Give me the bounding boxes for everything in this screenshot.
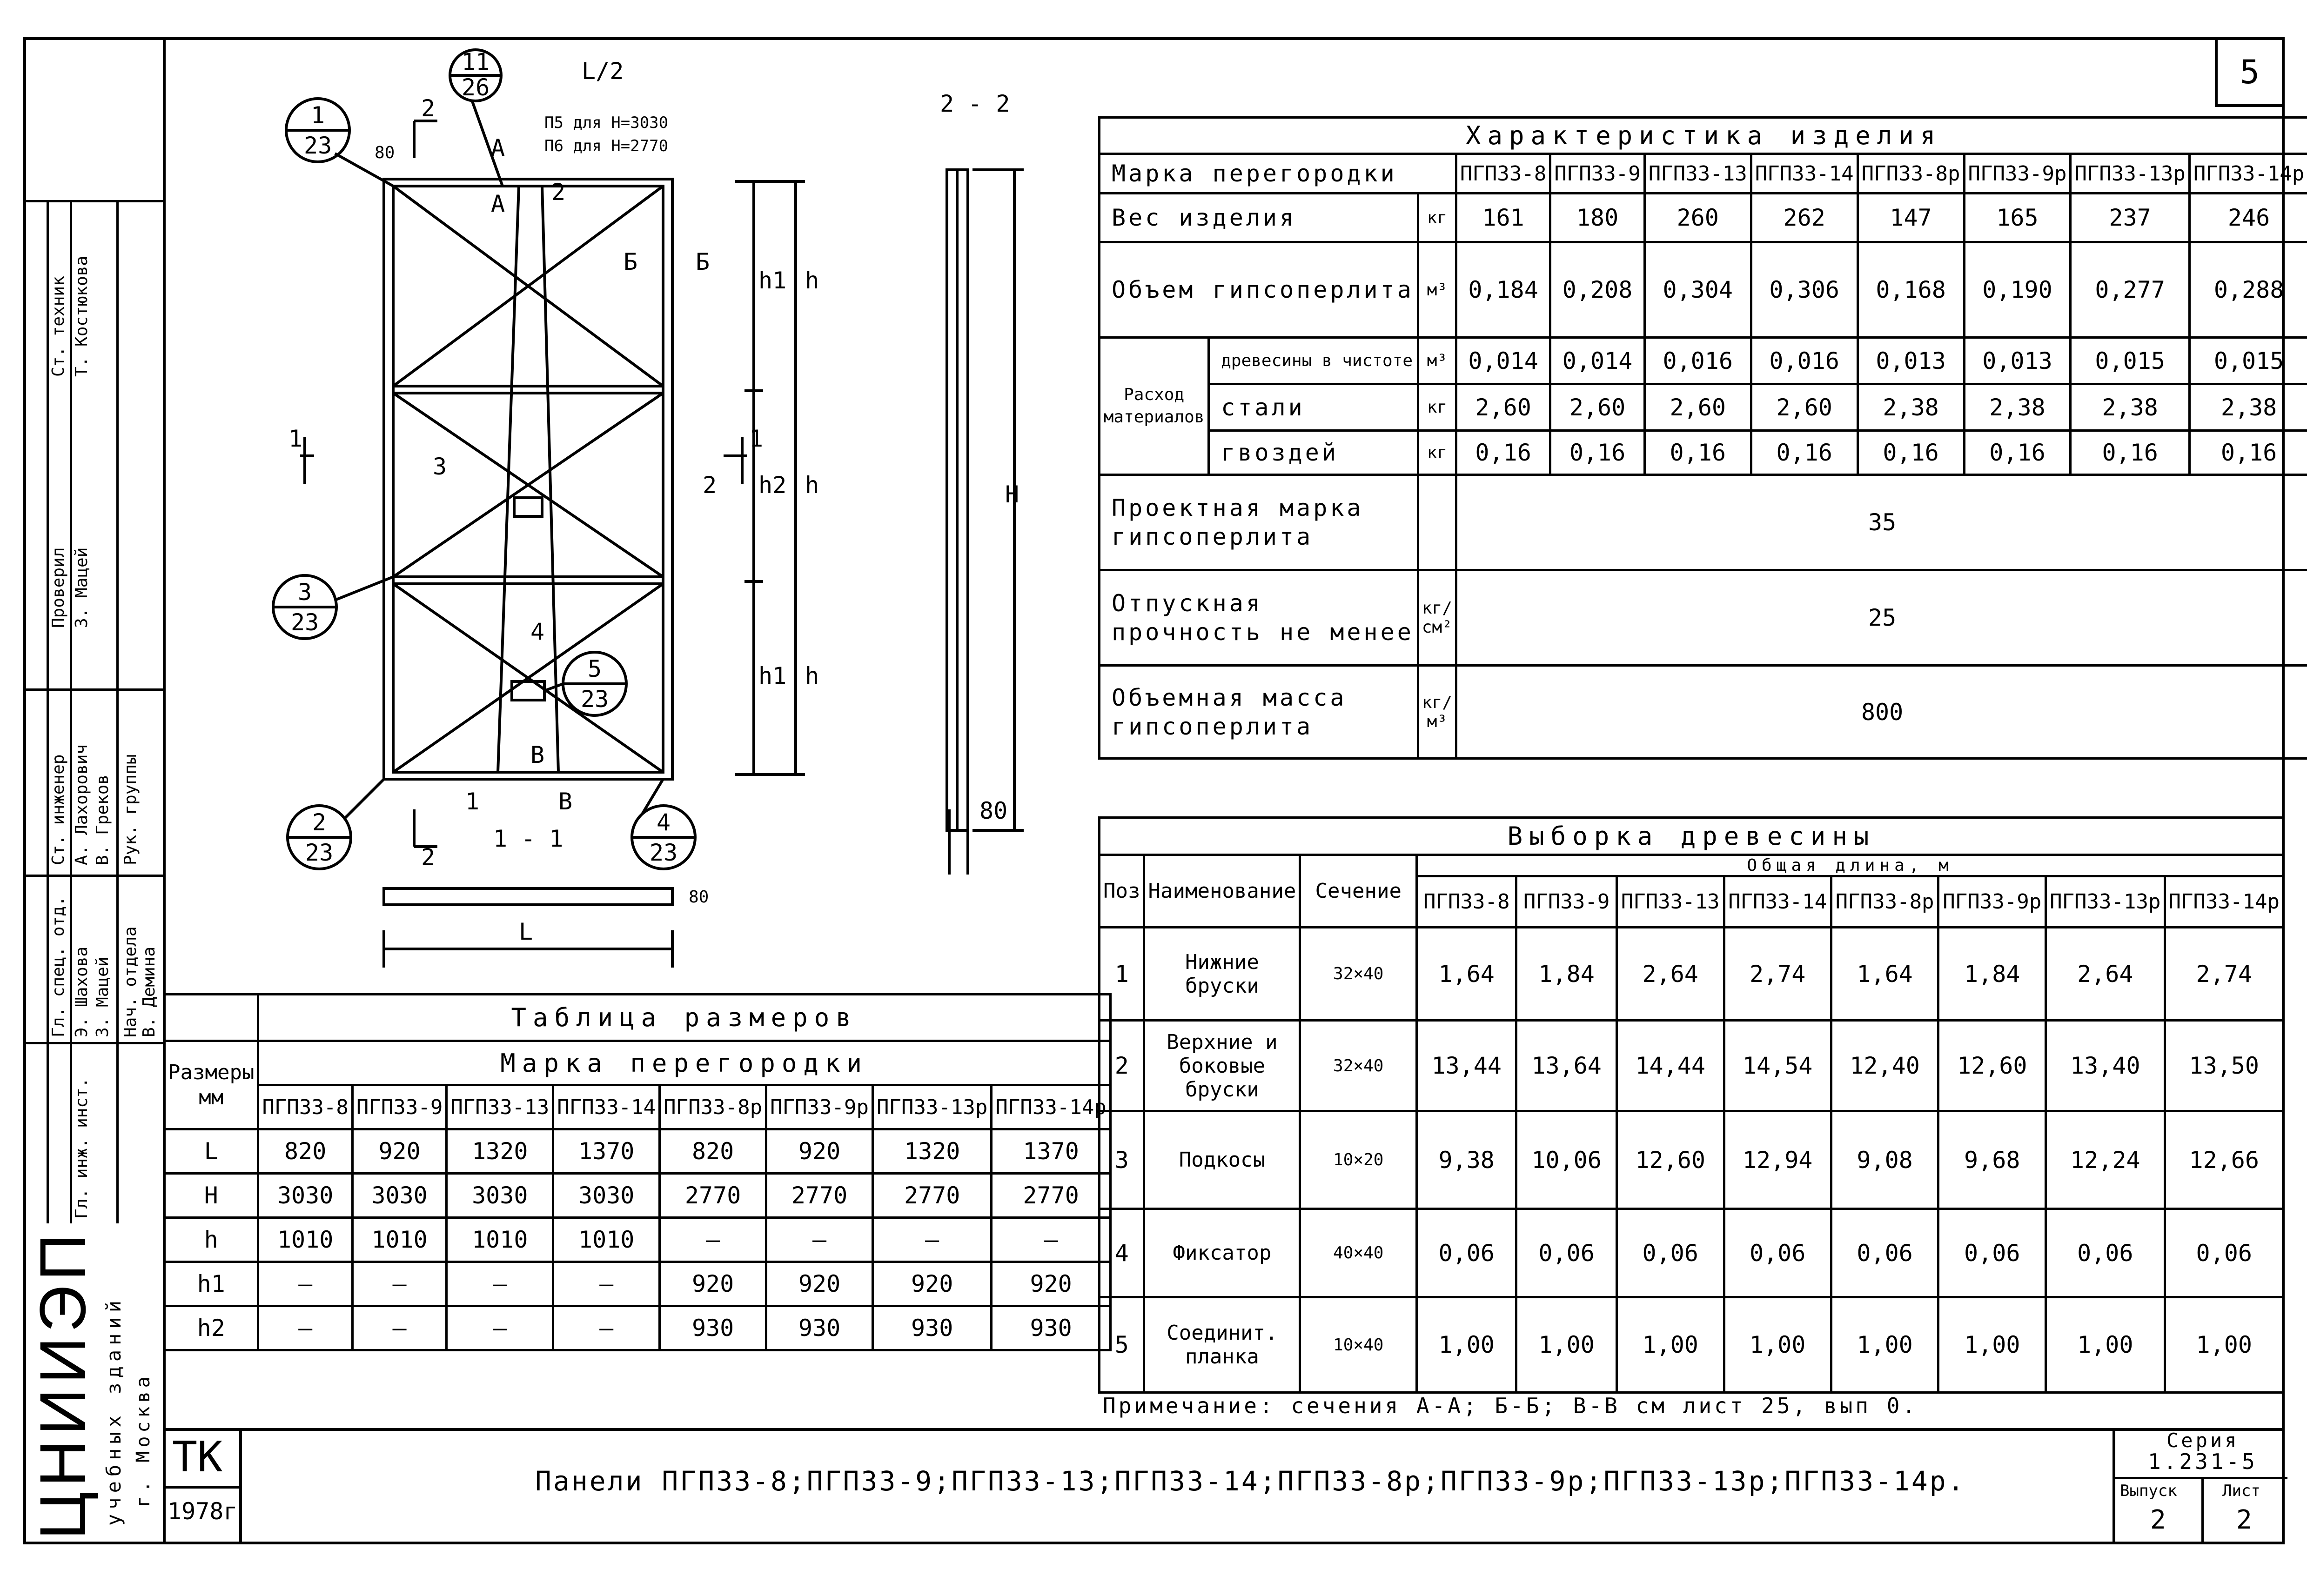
timber-mark-5: ПГП33-9р <box>1938 876 2046 928</box>
dims-1-7: 2770 <box>992 1174 1110 1218</box>
timber-row-name-3: Фиксатор <box>1144 1209 1300 1297</box>
dims-4-2: — <box>447 1306 553 1350</box>
wood-7: 0,015 <box>2189 338 2307 384</box>
stamp-role-5: Нач. отдела <box>121 926 140 1037</box>
series-value: 1.231-5 <box>2148 1449 2258 1474</box>
dims-1-5: 2770 <box>766 1174 873 1218</box>
dims-3-0: — <box>258 1262 352 1306</box>
dims-0-1: 920 <box>352 1129 446 1174</box>
stamp-name-4: Э. Шахова <box>72 946 91 1037</box>
timber-0-0: 1,64 <box>1417 928 1516 1021</box>
release-strength-label: Отпускная прочность не менее <box>1100 570 1418 666</box>
char-mark-0: ПГП33-8 <box>1456 154 1550 194</box>
part-2-top: 2 <box>551 179 566 206</box>
timber-row-name-4: Соединит. планка <box>1144 1297 1300 1393</box>
mark-2-bot: 2 <box>421 844 436 871</box>
characteristics-title: Характеристика изделия <box>1100 118 2307 154</box>
dim-h1-bot: h1 <box>758 662 787 689</box>
density-label: Объемная масса гипсоперлита <box>1100 666 1418 759</box>
timber-mark-7: ПГП33-14р <box>2165 876 2284 928</box>
dim-h2: h2 <box>758 472 787 499</box>
timber-0-4: 1,64 <box>1831 928 1938 1021</box>
volume-2: 0,304 <box>1644 242 1751 338</box>
timber-0-2: 2,64 <box>1616 928 1724 1021</box>
issue-value: 2 <box>2150 1505 2166 1535</box>
timber-row-sec-4: 10×40 <box>1300 1297 1417 1393</box>
dim-H: H <box>1005 481 1019 508</box>
timber-3-6: 0,06 <box>2046 1209 2165 1297</box>
wood-label: древесины в чистоте <box>1209 338 1418 384</box>
timber-title: Выборка древесины <box>1100 818 2284 855</box>
release-strength-unit: кг/см² <box>1418 570 1456 666</box>
timber-row-pos-3: 4 <box>1100 1209 1144 1297</box>
mark-2-top: 2 <box>421 95 436 122</box>
dims-1-4: 2770 <box>660 1174 766 1218</box>
timber-2-1: 10,06 <box>1516 1111 1617 1209</box>
timber-1-0: 13,44 <box>1417 1021 1516 1111</box>
dims-4-3: — <box>553 1306 660 1350</box>
dims-4-7: 930 <box>992 1306 1110 1350</box>
timber-2-7: 12,66 <box>2165 1111 2284 1209</box>
part-3: 3 <box>433 453 447 480</box>
total-length-label: Общая длина, м <box>1417 855 2284 876</box>
size-label: Размеры мм <box>164 1041 258 1129</box>
view-1-1-label: 1 - 1 <box>493 825 563 852</box>
wood-2: 0,016 <box>1644 338 1751 384</box>
mark-1-right: 1 <box>749 425 764 452</box>
timber-2-4: 9,08 <box>1831 1111 1938 1209</box>
wood-6: 0,015 <box>2071 338 2189 384</box>
org-city: г. Москва <box>133 1373 154 1507</box>
nails-label: гвоздей <box>1209 431 1418 475</box>
stamp-name-5: З. Мацей <box>93 956 112 1037</box>
timber-3-1: 0,06 <box>1516 1209 1617 1297</box>
nails-3: 0,16 <box>1751 431 1858 475</box>
steel-5: 2,38 <box>1964 384 2071 431</box>
stamp-block <box>23 200 166 1223</box>
nails-7: 0,16 <box>2189 431 2307 475</box>
steel-4: 2,38 <box>1858 384 1964 431</box>
char-mark-3: ПГП33-14 <box>1751 154 1858 194</box>
dims-2-6: — <box>873 1218 992 1262</box>
pos-label: Поз <box>1100 855 1144 928</box>
org-subtitle: учебных зданий <box>102 1295 125 1526</box>
dims-4-6: 930 <box>873 1306 992 1350</box>
dim-80-side: 80 <box>979 797 1008 824</box>
dims-mark-3: ПГП33-14 <box>553 1085 660 1129</box>
dims-0-0: 820 <box>258 1129 352 1174</box>
timber-0-3: 2,74 <box>1724 928 1831 1021</box>
mark-V1: В <box>530 741 545 768</box>
wood-1: 0,014 <box>1550 338 1644 384</box>
timber-row-sec-3: 40×40 <box>1300 1209 1417 1297</box>
steel-7: 2,38 <box>2189 384 2307 431</box>
timber-4-5: 1,00 <box>1938 1297 2046 1393</box>
timber-mark-0: ПГП33-8 <box>1417 876 1516 928</box>
timber-1-1: 13,64 <box>1516 1021 1617 1111</box>
dims-2-2: 1010 <box>447 1218 553 1262</box>
volume-7: 0,288 <box>2189 242 2307 338</box>
stamp-name-2: А. Лахорович <box>72 744 91 865</box>
dims-mark-0: ПГП33-8 <box>258 1085 352 1129</box>
callout-3-num: 3 <box>298 579 312 606</box>
timber-row-pos-4: 5 <box>1100 1297 1144 1393</box>
timber-4-4: 1,00 <box>1831 1297 1938 1393</box>
dims-mark-2: ПГП33-13 <box>447 1085 553 1129</box>
part-1: 1 <box>465 788 480 815</box>
dim-h1-top: h1 <box>758 267 787 294</box>
callout-3-sheet: 23 <box>291 609 319 636</box>
timber-0-1: 1,84 <box>1516 928 1617 1021</box>
callout-4-sheet: 23 <box>650 839 678 866</box>
timber-3-7: 0,06 <box>2165 1209 2284 1297</box>
dims-mark-7: ПГП33-14р <box>992 1085 1110 1129</box>
dims-1-0: 3030 <box>258 1174 352 1218</box>
dims-1-6: 2770 <box>873 1174 992 1218</box>
timber-row-sec-0: 32×40 <box>1300 928 1417 1021</box>
dims-4-5: 930 <box>766 1306 873 1350</box>
stamp-role-0: Ст. техник <box>49 276 68 377</box>
dims-0-2: 1320 <box>447 1129 553 1174</box>
steel-unit: кг <box>1418 384 1456 431</box>
callout-2-num: 2 <box>312 809 327 836</box>
timber-table <box>1098 816 2285 1394</box>
org-logo: ЦНИИЭП <box>26 1229 99 1540</box>
mark-B2: Б <box>696 248 710 275</box>
dims-2-5: — <box>766 1218 873 1262</box>
dims-0-4: 820 <box>660 1129 766 1174</box>
nails-0: 0,16 <box>1456 431 1550 475</box>
sheet-number: 5 <box>2240 53 2260 91</box>
dims-1-2: 3030 <box>447 1174 553 1218</box>
timber-2-2: 12,60 <box>1616 1111 1724 1209</box>
stamp-role-4: Гл. спец. отд. <box>49 896 68 1037</box>
weight-4: 147 <box>1858 194 1964 242</box>
stamp-role-2: Ст. инженер <box>49 754 68 865</box>
timber-row-name-0: Нижние бруски <box>1144 928 1300 1021</box>
timber-row-sec-2: 10×20 <box>1300 1111 1417 1209</box>
part-4: 4 <box>530 618 545 645</box>
timber-0-6: 2,64 <box>2046 928 2165 1021</box>
dims-mark-6: ПГП33-13р <box>873 1085 992 1129</box>
wood-4: 0,013 <box>1858 338 1964 384</box>
timber-1-7: 13,50 <box>2165 1021 2284 1111</box>
dimensions-table <box>163 993 1112 1351</box>
dims-3-2: — <box>447 1262 553 1306</box>
callout-4-num: 4 <box>657 809 671 836</box>
weight-0: 161 <box>1456 194 1550 242</box>
volume-1: 0,208 <box>1550 242 1644 338</box>
volume-unit: м³ <box>1418 242 1456 338</box>
density-value: 800 <box>1456 666 2307 759</box>
dims-row-label-2: h <box>164 1218 258 1262</box>
dims-4-1: — <box>352 1306 446 1350</box>
mark-V2: В <box>558 788 573 815</box>
callout-1-sheet: 23 <box>304 132 332 159</box>
dim-80-section: 80 <box>689 888 709 907</box>
series-box <box>2113 1428 2285 1544</box>
dims-row-label-3: h1 <box>164 1262 258 1306</box>
weight-5: 165 <box>1964 194 2071 242</box>
callout-11-sheet: 26 <box>462 74 490 101</box>
timber-4-0: 1,00 <box>1417 1297 1516 1393</box>
weight-1: 180 <box>1550 194 1644 242</box>
timber-mark-3: ПГП33-14 <box>1724 876 1831 928</box>
dims-0-3: 1370 <box>553 1129 660 1174</box>
series-label: Серия <box>2166 1429 2240 1452</box>
timber-row-pos-1: 2 <box>1100 1021 1144 1111</box>
stamp-role-6: Гл. инж. инст. <box>72 1077 91 1219</box>
timber-2-5: 9,68 <box>1938 1111 2046 1209</box>
nails-unit: кг <box>1418 431 1456 475</box>
design-grade-value: 35 <box>1456 475 2307 570</box>
mark-A-top: А <box>491 134 505 161</box>
callout-5-num: 5 <box>588 655 602 682</box>
dims-2-0: 1010 <box>258 1218 352 1262</box>
char-mark-2: ПГП33-13 <box>1644 154 1751 194</box>
weight-2: 260 <box>1644 194 1751 242</box>
steel-3: 2,60 <box>1751 384 1858 431</box>
tk-box <box>163 1428 242 1544</box>
dims-row-label-1: H <box>164 1174 258 1218</box>
nails-6: 0,16 <box>2071 431 2189 475</box>
steel-6: 2,38 <box>2071 384 2189 431</box>
timber-1-2: 14,44 <box>1616 1021 1724 1111</box>
timber-row-pos-0: 1 <box>1100 928 1144 1021</box>
dims-row-label-4: h2 <box>164 1306 258 1350</box>
stamp-role-1: Проверил <box>49 547 68 628</box>
callout-1-num: 1 <box>311 102 325 129</box>
volume-label: Объем гипсоперлита <box>1100 242 1418 338</box>
timber-4-7: 1,00 <box>2165 1297 2284 1393</box>
dims-row-label-0: L <box>164 1129 258 1174</box>
mark-B1: Б <box>624 248 638 275</box>
weight-unit: кг <box>1418 194 1456 242</box>
dims-3-3: — <box>553 1262 660 1306</box>
sheet-number-box <box>2215 37 2285 107</box>
timber-0-5: 1,84 <box>1938 928 2046 1021</box>
panel-drawing <box>261 47 1070 1000</box>
volume-6: 0,277 <box>2071 242 2189 338</box>
weight-label: Вес изделия <box>1100 194 1418 242</box>
view-2-2-label: 2 - 2 <box>940 90 1010 117</box>
nails-4: 0,16 <box>1858 431 1964 475</box>
timber-mark-1: ПГП33-9 <box>1516 876 1617 928</box>
list-value: 2 <box>2236 1505 2252 1535</box>
callout-2-sheet: 23 <box>305 839 334 866</box>
wood-5: 0,013 <box>1964 338 2071 384</box>
timber-4-3: 1,00 <box>1724 1297 1831 1393</box>
dim-h-top: h <box>805 267 819 294</box>
char-mark-4: ПГП33-8р <box>1858 154 1964 194</box>
timber-2-3: 12,94 <box>1724 1111 1831 1209</box>
wood-unit: м³ <box>1418 338 1456 384</box>
timber-3-4: 0,06 <box>1831 1209 1938 1297</box>
stamp-name-6: В. Демина <box>140 946 159 1037</box>
dim-80-top: 80 <box>375 143 395 162</box>
dims-3-7: 920 <box>992 1262 1110 1306</box>
timber-3-3: 0,06 <box>1724 1209 1831 1297</box>
dim-l: L <box>519 918 533 945</box>
volume-4: 0,168 <box>1858 242 1964 338</box>
dims-4-4: 930 <box>660 1306 766 1350</box>
mark-A-bot: А <box>491 190 505 217</box>
dims-2-1: 1010 <box>352 1218 446 1262</box>
dims-3-1: — <box>352 1262 446 1306</box>
release-strength-value: 25 <box>1456 570 2307 666</box>
dimensions-title: Таблица размеров <box>258 995 1110 1041</box>
dims-4-0: — <box>258 1306 352 1350</box>
note: Примечание: сечения А-А; Б-Б; В-В см лист 25, вып 0. <box>1103 1393 1918 1418</box>
dims-mark-5: ПГП33-9р <box>766 1085 873 1129</box>
dim-half-l: L/2 <box>582 58 624 85</box>
dims-2-4: — <box>660 1218 766 1262</box>
note-p6: П6 для Н=2770 <box>544 137 669 155</box>
timber-4-1: 1,00 <box>1516 1297 1617 1393</box>
timber-4-6: 1,00 <box>2046 1297 2165 1393</box>
dims-0-6: 1320 <box>873 1129 992 1174</box>
timber-row-pos-2: 3 <box>1100 1111 1144 1209</box>
dims-3-5: 920 <box>766 1262 873 1306</box>
dims-1-3: 3030 <box>553 1174 660 1218</box>
dims-1-1: 3030 <box>352 1174 446 1218</box>
volume-0: 0,184 <box>1456 242 1550 338</box>
timber-mark-2: ПГП33-13 <box>1616 876 1724 928</box>
dims-3-6: 920 <box>873 1262 992 1306</box>
part-2-right: 2 <box>703 472 717 499</box>
timber-row-name-2: Подкосы <box>1144 1111 1300 1209</box>
weight-6: 237 <box>2071 194 2189 242</box>
dims-marks-label: Марка перегородки <box>258 1041 1110 1085</box>
note-p5: П5 для Н=3030 <box>544 114 669 132</box>
timber-1-6: 13,40 <box>2046 1021 2165 1111</box>
char-mark-1: ПГП33-9 <box>1550 154 1644 194</box>
density-unit: кг/м³ <box>1418 666 1456 759</box>
stamp-name-1: З. Мацей <box>72 547 91 628</box>
wood-3: 0,016 <box>1751 338 1858 384</box>
mark-1-left: 1 <box>288 425 303 452</box>
sheet-title: Панели ПГП33-8;ПГП33-9;ПГП33-13;ПГП33-14;ПГП33-8р;ПГП33-9р;ПГП33-13р;ПГП33-14р. <box>535 1465 1966 1497</box>
steel-0: 2,60 <box>1456 384 1550 431</box>
section-label: Сечение <box>1300 855 1417 928</box>
design-grade-label: Проектная марка гипсоперлита <box>1100 475 1418 570</box>
dims-2-7: — <box>992 1218 1110 1262</box>
timber-3-2: 0,06 <box>1616 1209 1724 1297</box>
char-mark-5: ПГП33-9р <box>1964 154 2071 194</box>
char-marks-label: Марка перегородки <box>1100 154 1456 194</box>
timber-2-0: 9,38 <box>1417 1111 1516 1209</box>
nails-2: 0,16 <box>1644 431 1751 475</box>
timber-1-4: 12,40 <box>1831 1021 1938 1111</box>
wood-0: 0,014 <box>1456 338 1550 384</box>
dims-2-3: 1010 <box>553 1218 660 1262</box>
stamp-name-0: Т. Костюкова <box>72 255 91 377</box>
dims-0-7: 1370 <box>992 1129 1110 1174</box>
timber-mark-4: ПГП33-8р <box>1831 876 1938 928</box>
char-mark-6: ПГП33-13р <box>2071 154 2189 194</box>
volume-3: 0,306 <box>1751 242 1858 338</box>
issue-label: Выпуск <box>2120 1482 2177 1500</box>
weight-3: 262 <box>1751 194 1858 242</box>
nails-5: 0,16 <box>1964 431 2071 475</box>
timber-3-5: 0,06 <box>1938 1209 2046 1297</box>
dims-0-5: 920 <box>766 1129 873 1174</box>
stamp-name-3: В. Греков <box>93 774 112 865</box>
tk-label: ТК <box>172 1433 223 1482</box>
char-mark-7: ПГП33-14р <box>2189 154 2307 194</box>
weight-7: 246 <box>2189 194 2307 242</box>
dim-h-mid: h <box>805 472 819 499</box>
steel-2: 2,60 <box>1644 384 1751 431</box>
steel-label: стали <box>1209 384 1418 431</box>
volume-5: 0,190 <box>1964 242 2071 338</box>
dims-mark-4: ПГП33-8р <box>660 1085 766 1129</box>
name-label: Наименование <box>1144 855 1300 928</box>
steel-1: 2,60 <box>1550 384 1644 431</box>
nails-1: 0,16 <box>1550 431 1644 475</box>
characteristics-table <box>1098 116 2307 760</box>
timber-1-5: 12,60 <box>1938 1021 2046 1111</box>
timber-2-6: 12,24 <box>2046 1111 2165 1209</box>
callout-11-num: 11 <box>462 48 490 75</box>
timber-0-7: 2,74 <box>2165 928 2284 1021</box>
timber-4-2: 1,00 <box>1616 1297 1724 1393</box>
stamp-role-3: Рук. группы <box>121 754 140 865</box>
timber-3-0: 0,06 <box>1417 1209 1516 1297</box>
list-label: Лист <box>2222 1482 2260 1500</box>
year-label: 1978г <box>168 1498 238 1525</box>
dims-3-4: 920 <box>660 1262 766 1306</box>
timber-row-sec-1: 32×40 <box>1300 1021 1417 1111</box>
timber-mark-6: ПГП33-13р <box>2046 876 2165 928</box>
dim-h-bot: h <box>805 662 819 689</box>
timber-1-3: 14,54 <box>1724 1021 1831 1111</box>
timber-row-name-1: Верхние и боковые бруски <box>1144 1021 1300 1111</box>
dims-mark-1: ПГП33-9 <box>352 1085 446 1129</box>
callout-5-sheet: 23 <box>581 686 609 713</box>
consumption-label: Расход материалов <box>1100 338 1209 475</box>
